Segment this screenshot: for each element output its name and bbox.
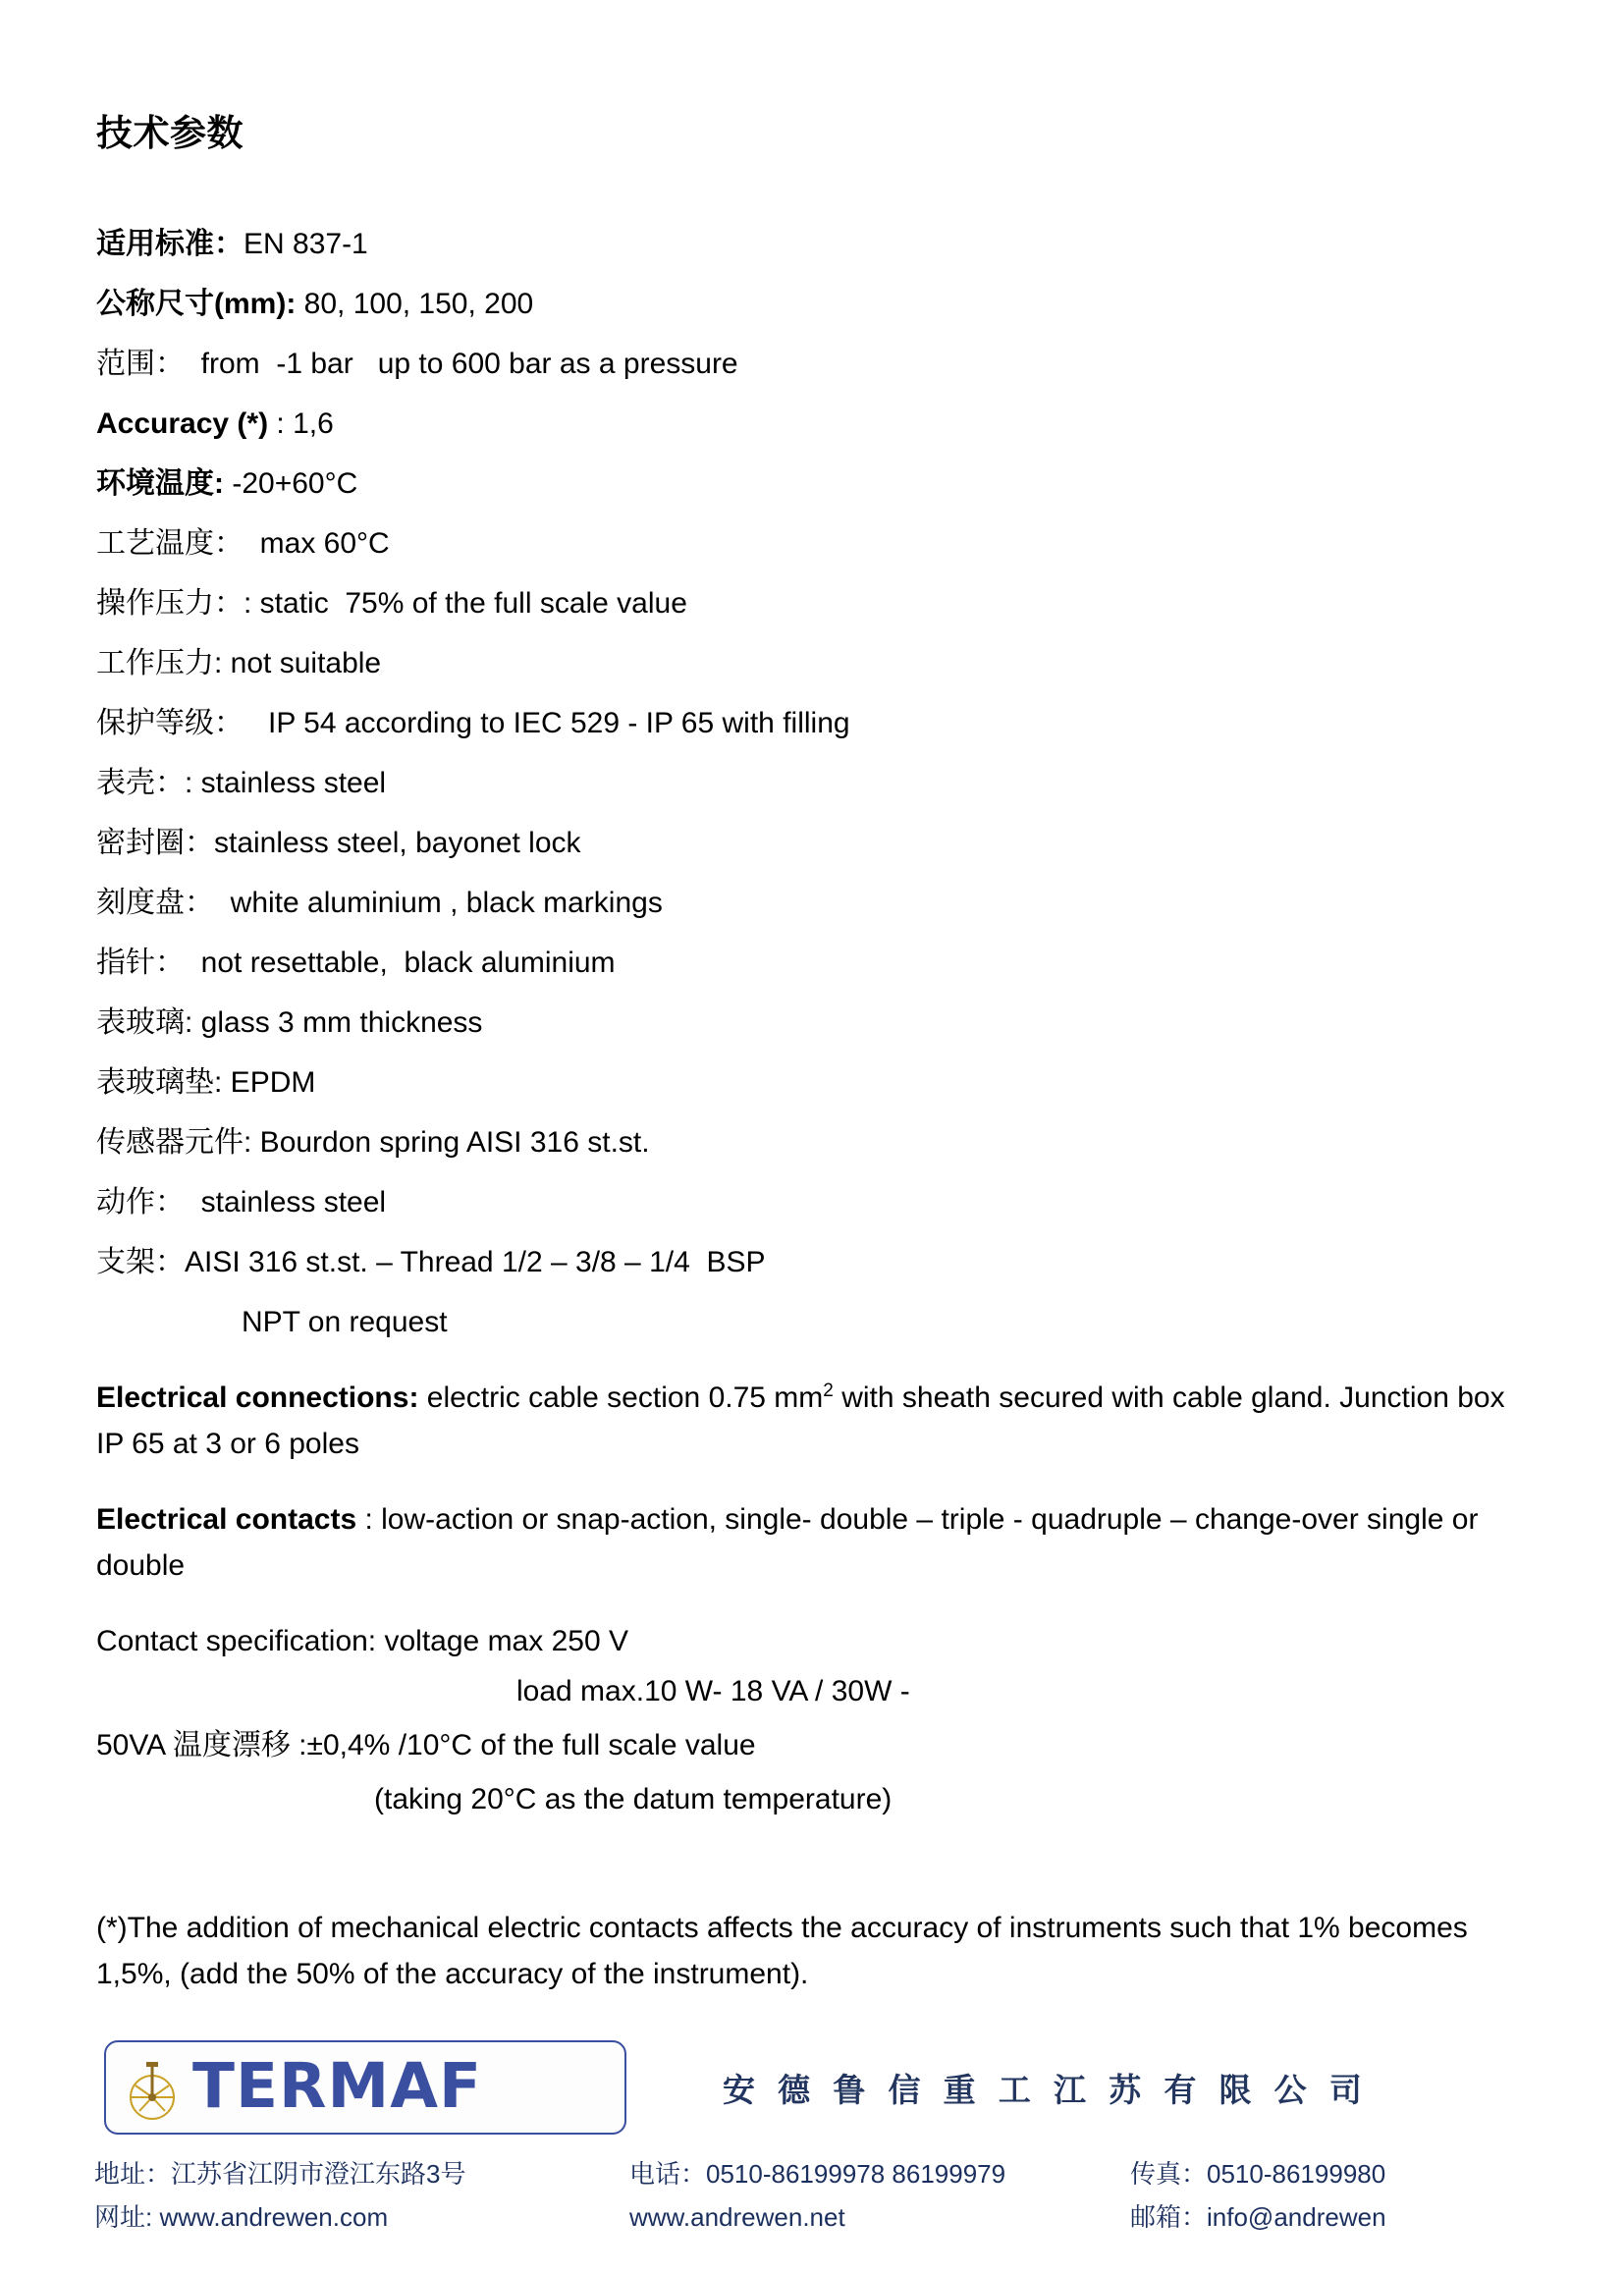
spec-value-11: white aluminium , black markings	[214, 887, 663, 920]
footer-phone-value: 0510-86199978 86199979	[706, 2159, 1006, 2189]
spec-row-3	[96, 394, 1516, 454]
footer-email-label: 邮箱：	[1130, 2202, 1208, 2232]
footer-website-alt[interactable]: www.andrewen.net	[629, 2202, 845, 2232]
spec-value-1: 80, 100, 150, 200	[296, 288, 534, 321]
footer-website[interactable]	[94, 2195, 629, 2239]
contact-specification-voltage: voltage max 250 V	[376, 1625, 628, 1658]
gauge-icon	[120, 2052, 185, 2123]
spec-value-4: -20+60°C	[224, 467, 358, 501]
spec-value-7: not suitable	[222, 647, 382, 680]
spec-row-10	[96, 813, 1516, 873]
spec-value-9: : stainless steel	[185, 767, 387, 800]
spec-label-0: 适用标准：	[96, 228, 244, 261]
spec-row-13	[96, 993, 1516, 1053]
page-footer	[0, 2040, 1624, 2239]
footer-email[interactable]	[1130, 2195, 1530, 2239]
footer-fax	[1130, 2152, 1530, 2195]
spec-label-1: 公称尺寸(mm):	[96, 288, 297, 321]
spec-label-13: 表玻璃:	[96, 1006, 193, 1040]
spec-row-11	[96, 873, 1516, 933]
electrical-connections-text-before: electric cable section 0.75 mm	[418, 1381, 824, 1415]
spec-label-3: Accuracy (*)	[96, 407, 269, 441]
spec-value-12: not resettable, black aluminium	[185, 947, 616, 980]
spec-value-17: AISI 316 st.st. – Thread 1/2 – 3/8 – 1/4 BSP	[185, 1246, 766, 1279]
electrical-connections-superscript: 2	[823, 1381, 834, 1402]
spec-row-16	[96, 1172, 1516, 1232]
spec-label-8: 保护等级：	[96, 707, 244, 740]
contact-specification-line-2: load max.10 W- 18 VA / 30W -	[516, 1675, 910, 1708]
spec-label-12: 指针：	[96, 947, 185, 980]
spec-label-17: 支架：	[96, 1246, 185, 1279]
spec-value-6: : static 75% of the full scale value	[244, 587, 687, 621]
footer-email-value[interactable]: info@andrewen	[1207, 2202, 1386, 2232]
footer-website-label: 网址:	[94, 2202, 153, 2232]
spec-value-16: stainless steel	[185, 1186, 387, 1219]
footer-fax-value: 0510-86199980	[1207, 2159, 1386, 2189]
spec-row-4	[96, 454, 1516, 514]
spec-value-2: from -1 bar up to 600 bar as a pressure	[185, 348, 738, 381]
electrical-connections-paragraph	[96, 1368, 1516, 1467]
termaf-logo	[104, 2040, 626, 2135]
footer-row-web	[94, 2195, 1530, 2239]
footer-phone-label: 电话：	[629, 2159, 707, 2189]
spec-row-9	[96, 753, 1516, 813]
spec-label-7: 工作压力:	[96, 647, 223, 680]
spec-row-6	[96, 573, 1516, 633]
footer-phone	[629, 2152, 1130, 2195]
spec-row-7	[96, 633, 1516, 693]
specification-list	[94, 214, 1516, 1352]
electrical-contacts-paragraph	[96, 1496, 1516, 1589]
footer-contact-block	[94, 2152, 1530, 2239]
contact-specification-line-3: 50VA 温度漂移 :±0,4% /10°C of the full scale value	[96, 1729, 756, 1762]
spec-value-3: : 1,6	[268, 407, 334, 441]
spec-row-5	[96, 514, 1516, 573]
spec-row-12	[96, 933, 1516, 993]
spec-label-11: 刻度盘：	[96, 887, 214, 920]
contact-specification-label: Contact specification:	[96, 1625, 377, 1658]
footer-fax-label: 传真：	[1130, 2159, 1208, 2189]
electrical-contacts-text: : low-action or snap-action, single- double – triple - quadruple – change-over single or double	[96, 1503, 1479, 1583]
spec-value-13: glass 3 mm thickness	[192, 1006, 483, 1040]
spec-label-2: 范围：	[96, 348, 185, 381]
footer-address	[94, 2152, 629, 2195]
electrical-connections-label: Electrical connections:	[96, 1381, 419, 1415]
contact-specification-line-1	[96, 1618, 1516, 1664]
contact-specification-line-4: (taking 20°C as the datum temperature)	[374, 1783, 893, 1816]
spec-label-14: 表玻璃垫:	[96, 1066, 223, 1100]
spec-label-6: 操作压力：	[96, 587, 244, 621]
electrical-connections-text-after: with sheath secured with cable gland. Junction box IP 65 at 3 or 6 poles	[96, 1381, 1505, 1461]
spec-label-16: 动作：	[96, 1186, 185, 1219]
logo-wordmark: TERMAF	[192, 2049, 483, 2122]
spec-value-8: IP 54 according to IEC 529 - IP 65 with filling	[244, 707, 850, 740]
page-title: 技术参数	[96, 113, 244, 153]
spec-value-14: EPDM	[222, 1066, 316, 1100]
footnote: (*)The addition of mechanical electric contacts affects the accuracy of instruments such that 1% becomes 1,5%, (add the 50% of the accuracy of the instrument).	[96, 1912, 1468, 1991]
spec-row-17	[96, 1232, 1516, 1292]
spec-value-15: Bourdon spring AISI 316 st.st.	[251, 1126, 650, 1160]
spec-label-9: 表壳：	[96, 767, 185, 800]
spec-value-10: stainless steel, bayonet lock	[214, 827, 581, 860]
footer-website-value[interactable]: www.andrewen.com	[152, 2202, 389, 2232]
spec-row-2	[96, 334, 1516, 394]
spec-row-8	[96, 693, 1516, 753]
spec-label-15: 传感器元件:	[96, 1126, 252, 1160]
spec-continuation: NPT on request	[242, 1306, 448, 1339]
spec-label-5: 工艺温度：	[96, 527, 244, 561]
footer-row-address	[94, 2152, 1530, 2195]
spec-value-0: EN 837-1	[244, 228, 368, 261]
spec-value-5: max 60°C	[244, 527, 390, 561]
footer-address-label: 地址：	[94, 2159, 172, 2189]
footer-brand-row	[94, 2040, 1530, 2135]
footer-address-value: 江苏省江阴市澄江东路3号	[171, 2159, 466, 2189]
spec-row-1	[96, 274, 1516, 334]
spec-row-15	[96, 1112, 1516, 1172]
electrical-contacts-label: Electrical contacts	[96, 1503, 357, 1537]
spec-label-4: 环境温度:	[96, 467, 224, 501]
spec-row-0	[96, 214, 1516, 274]
spec-label-10: 密封圈：	[96, 827, 214, 860]
spec-row-14	[96, 1053, 1516, 1112]
company-name: 安 德 鲁 信 重 工 江 苏 有 限 公 司	[723, 2071, 1369, 2108]
